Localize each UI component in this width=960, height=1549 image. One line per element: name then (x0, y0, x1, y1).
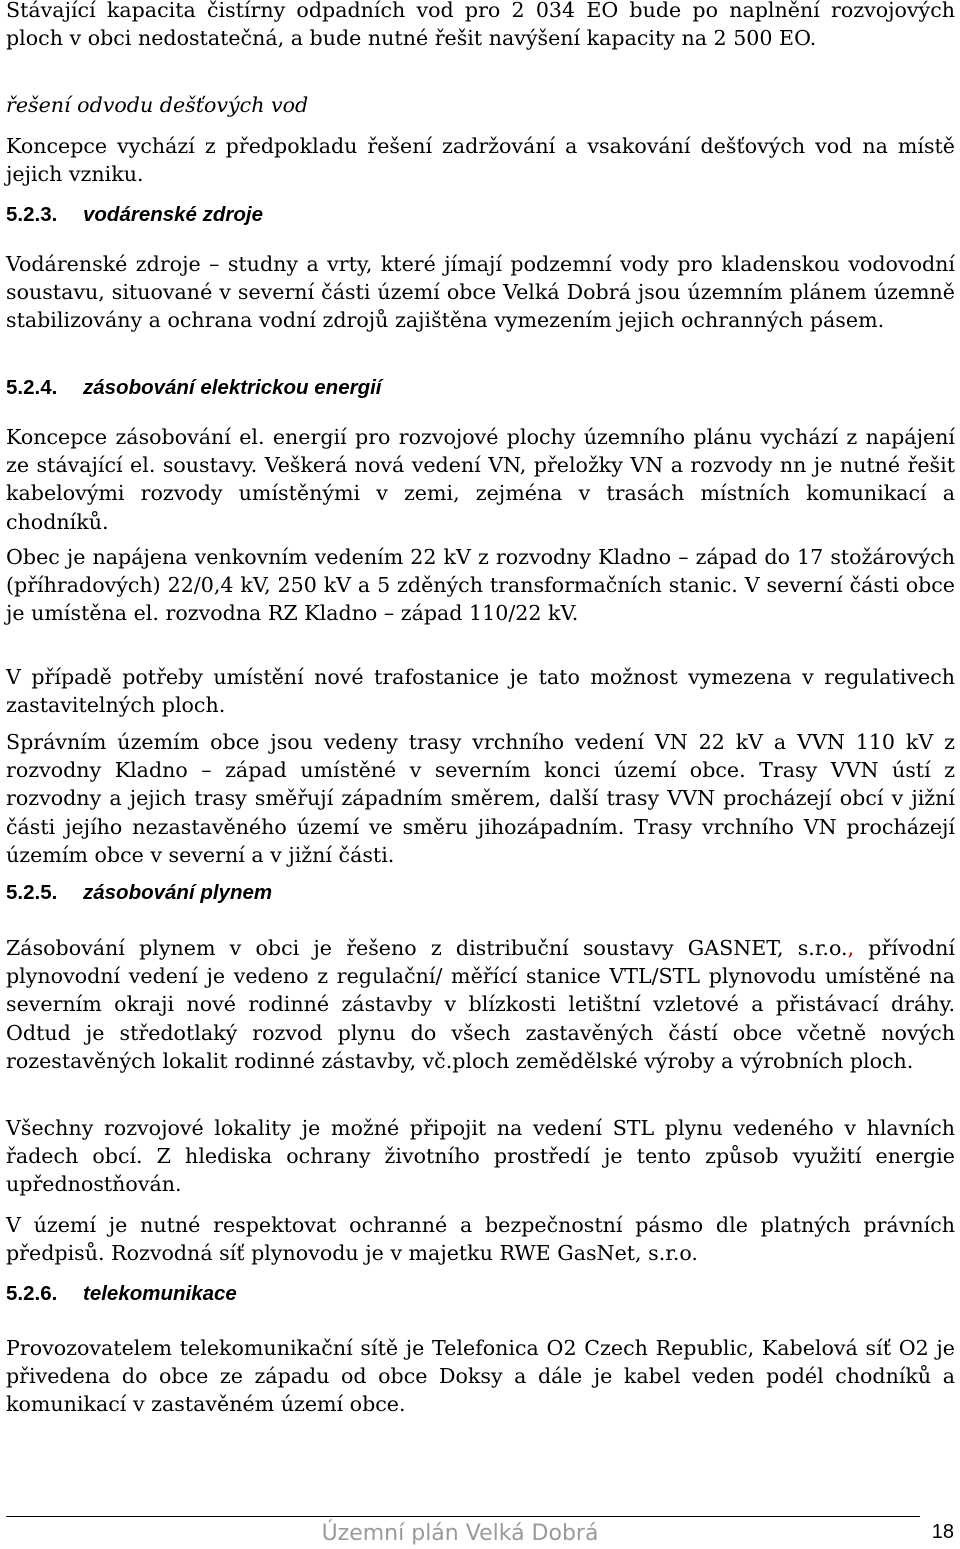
gas-paragraph-1 (6, 934, 955, 1075)
section-heading-5-2-4 (6, 374, 382, 402)
electricity-paragraph-2: Obec je napájena venkovním vedením 22 kV z rozvodny Kladno – západ do 17 stožárových (příhradových) 22/0,4 kV, 250 kV a 5 zděných transformačních stanic. V severní části obce je umístěna el. rozvodna RZ Kladno – západ 110/22 kV. (6, 545, 955, 626)
section-heading-5-2-3 (6, 201, 263, 229)
gas-text-red-comma: , (847, 936, 855, 960)
page-number: 18 (931, 1521, 954, 1543)
section-title: vodárenské zdroje (83, 203, 264, 226)
rainwater-paragraph: Koncepce vychází z předpokladu řešení zadržování a vsakování dešťových vod na místě jejich vzniku. (6, 134, 955, 187)
section-number: 5.2.5. (6, 881, 58, 904)
rainwater-subheading: řešení odvodu dešťových vod (6, 93, 309, 117)
gas-paragraph-2: Všechny rozvojové lokality je možné připojit na vedení STL plynu vedeného v hlavních řadech obcí. Z hlediska ochrany životního prostředí je tento způsob využití energie upřednostňován. (6, 1116, 955, 1197)
section-number: 5.2.6. (6, 1282, 58, 1305)
electricity-paragraph-1: Koncepce zásobování el. energií pro rozvojové plochy územního plánu vychází z napájení ze stávající el. soustavy. Veškerá nová vedení VN, přeložky VN a rozvody nn je nutné řešit kabelovými rozvody umístěnými v zemi, zejména v trasách místních komunikací a chodníků. (6, 425, 955, 534)
section-heading-5-2-6 (6, 1280, 237, 1308)
water-sources-paragraph: Vodárenské zdroje – studny a vrty, které jímají podzemní vody pro kladenskou vodovodní soustavu, situované v severní části území obce Velká Dobrá jsou územním plánem územně stabilizovány a ochrana vodní zdrojů zajištěna vymezením jejich ochranných pásem. (6, 252, 955, 333)
section-title: telekomunikace (83, 1282, 237, 1305)
section-title: zásobování elektrickou energií (83, 376, 382, 399)
gas-text-main: Zásobování plynem v obci je řešeno z distribuční soustavy GASNET, s.r.o. (6, 936, 848, 960)
footer-document-title: Územní plán Velká Dobrá (321, 1521, 599, 1546)
telecom-paragraph: Provozovatelem telekomunikační sítě je Telefonica O2 Czech Republic, Kabelová síť O2 je přivedena do obce ze západu od obce Doksy a dále je kabel veden podél chodníků a komunikací v zastavěném území obce. (6, 1336, 955, 1417)
gas-text-rest: přívodní plynovodní vedení je vedeno z regulační/ měřící stanice VTL/STL plynovodu umístěné na severním okraji nové rodinné zástavby v blízkosti letištní vzletové a přistávací dráhy. Odtud je středotlaký rozvod plynu do všech zastavěných částí obce včetně nových rozestavěných lokalit rodinné zástavby, vč.ploch zemědělské výroby a výrobních ploch. (6, 936, 955, 1073)
capacity-paragraph: Stávající kapacita čistírny odpadních vod pro 2 034 EO bude po naplnění rozvojových ploch v obci nedostatečná, a bude nutné řešit navýšení kapacity na 2 500 EO. (6, 0, 955, 51)
footer-divider (6, 1516, 920, 1517)
gas-paragraph-3: V území je nutné respektovat ochranné a bezpečnostní pásmo dle platných právních předpisů. Rozvodná síť plynovodu je v majetku RWE GasNet, s.r.o. (6, 1213, 955, 1266)
section-number: 5.2.4. (6, 376, 58, 399)
electricity-paragraph-3: V případě potřeby umístění nové trafostanice je tato možnost vymezena v regulativech zastavitelných ploch. (6, 665, 955, 718)
electricity-paragraph-4: Správním územím obce jsou vedeny trasy vrchního vedení VN 22 kV a VVN 110 kV z rozvodny Kladno – západ umístěné v severním konci území obce. Trasy VVN ústí z rozvodny a jejich trasy směřují západním směrem, další trasy VVN procházejí obcí v jižní části jejího nezastavěného území ve směru jihozápadním. Trasy vrchního VN procházejí územím obce v severní a v jižní části. (6, 730, 955, 867)
section-title: zásobování plynem (83, 881, 273, 904)
section-number: 5.2.3. (6, 203, 58, 226)
section-heading-5-2-5 (6, 879, 272, 907)
